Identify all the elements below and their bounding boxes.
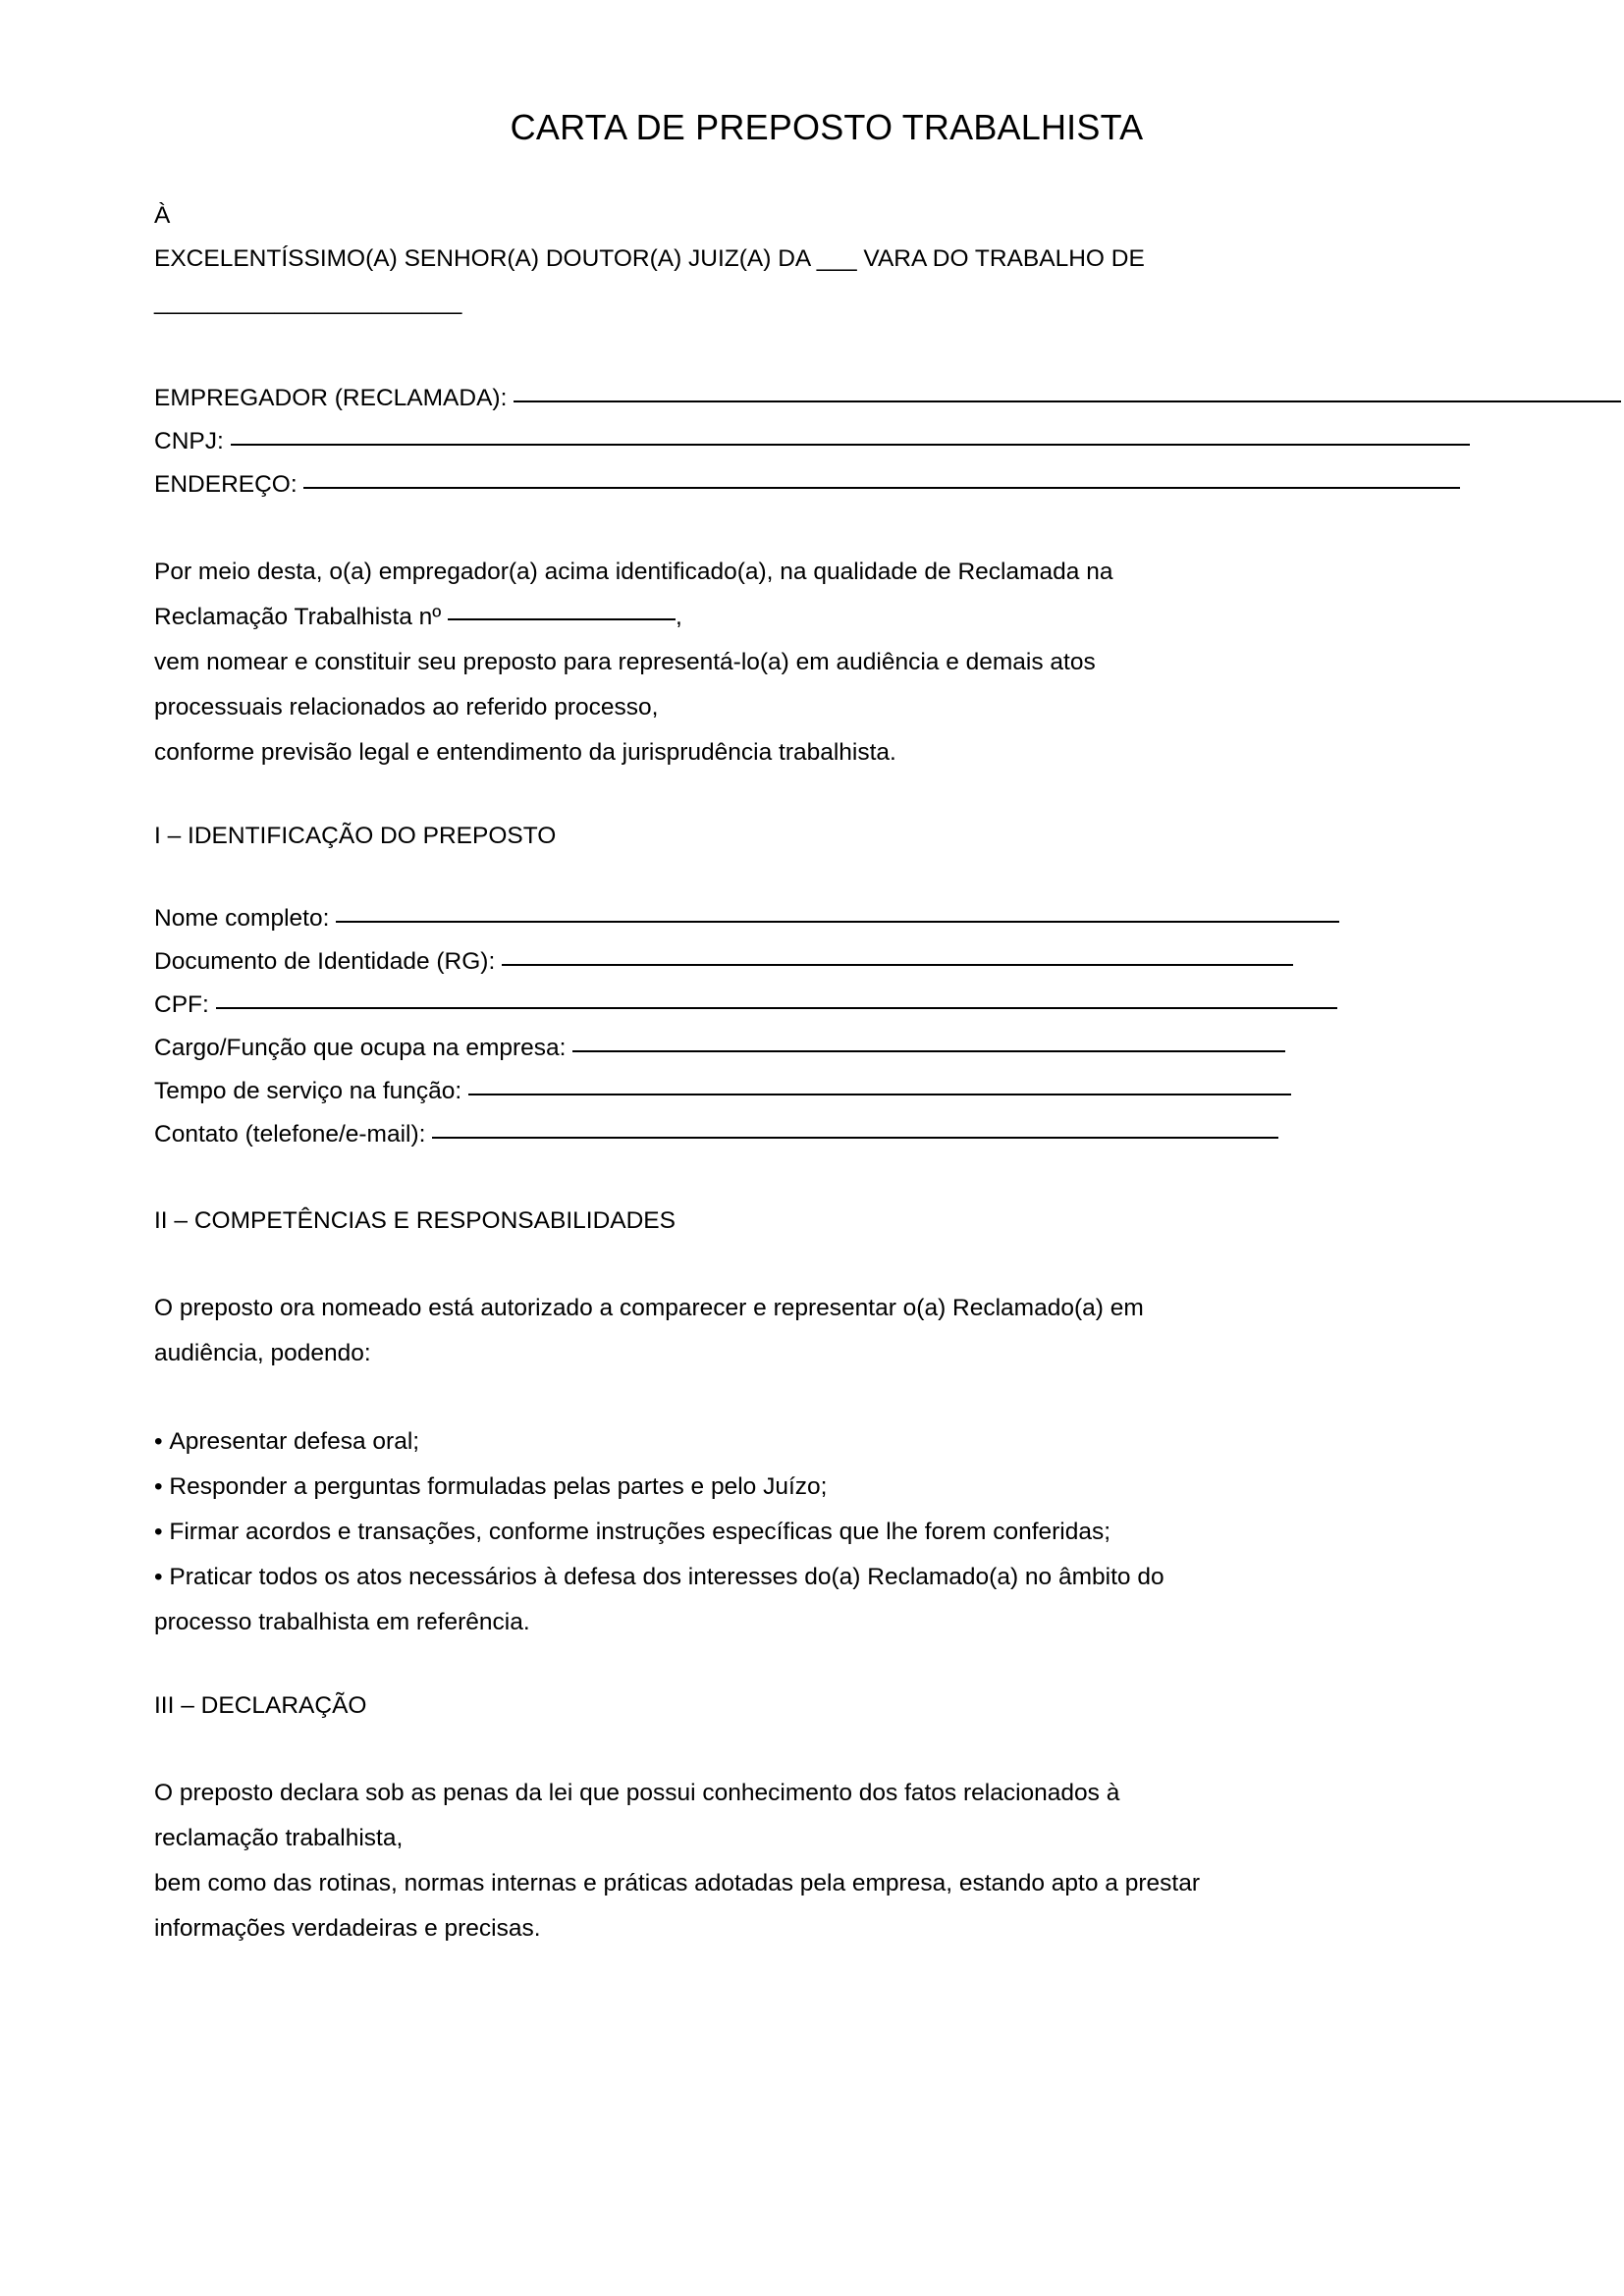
spacer [154, 1156, 1489, 1200]
field-row [154, 420, 1489, 463]
field-blank [468, 1094, 1291, 1095]
section-one-fields [154, 897, 1489, 1156]
declaration-line: reclamação trabalhista, [154, 1824, 404, 1851]
bullet-marker-icon: • [154, 1472, 163, 1500]
declaration-line: informações verdadeiras e precisas. [154, 1914, 541, 1942]
section-two-intro-line: O preposto ora nomeado está autorizado a comparecer e representar o(a) Reclamado(a) em [154, 1294, 1144, 1321]
list-item [154, 1465, 1489, 1510]
intro-line: processuais relacionados ao referido processo, [154, 693, 659, 721]
field-label: Nome completo: [154, 904, 330, 932]
court-line-prefix: EXCELENTÍSSIMO(A) SENHOR(A) DOUTOR(A) JUIZ(A) DA [154, 244, 817, 272]
field-label: Documento de Identidade (RG): [154, 947, 496, 975]
field-blank [572, 1050, 1285, 1052]
section-two-heading: II – COMPETÊNCIAS E RESPONSABILIDADES [154, 1206, 676, 1234]
spacer [154, 1645, 1489, 1684]
declaration-line: bem como das rotinas, normas internas e práticas adotadas pela empresa, estando apto a prestar [154, 1869, 1200, 1896]
field-row [154, 1113, 1489, 1156]
spacer [154, 507, 1489, 550]
field-label: Contato (telefone/e-mail): [154, 1120, 426, 1148]
list-item-label: Apresentar defesa oral; [169, 1427, 420, 1455]
bullet-marker-icon: • [154, 1518, 163, 1545]
court-line-suffix: VARA DO TRABALHO DE [856, 244, 1145, 272]
addressee-salutation: À [154, 201, 171, 229]
intro-line: Por meio desta, o(a) empregador(a) acima identificado(a), na qualidade de Reclamada na [154, 558, 1113, 585]
spacer [154, 1728, 1489, 1771]
list-item-label: Praticar todos os atos necessários à defesa dos interesses do(a) Reclamado(a) no âmbito do [169, 1563, 1164, 1590]
field-blank [231, 444, 1470, 446]
claim-number-blank [448, 618, 676, 620]
section-two-bullet-list [154, 1419, 1489, 1645]
declaration-line: O preposto declara sob as penas da lei que possui conhecimento dos fatos relacionados à [154, 1779, 1120, 1806]
section-two-intro [154, 1286, 1489, 1376]
list-item-label: Firmar acordos e transações, conforme instruções específicas que lhe forem conferidas; [169, 1518, 1111, 1545]
field-blank [432, 1137, 1278, 1139]
field-blank [336, 921, 1339, 923]
list-item [154, 1510, 1489, 1555]
spacer [154, 1243, 1489, 1286]
list-item [154, 1555, 1489, 1600]
field-label: CPF: [154, 990, 209, 1018]
field-label: CNPJ: [154, 427, 224, 454]
field-row [154, 984, 1489, 1027]
court-number-blank: ___ [816, 244, 857, 272]
field-row [154, 463, 1489, 507]
intro-paragraph [154, 550, 1489, 775]
section-two-intro-line: audiência, podendo: [154, 1339, 371, 1366]
field-row [154, 940, 1489, 984]
employer-fields [154, 377, 1489, 507]
claim-line-suffix: , [676, 603, 682, 630]
list-item [154, 1419, 1489, 1465]
spacer [154, 858, 1489, 897]
intro-line: vem nomear e constituir seu preposto para representá-lo(a) em audiência e demais atos [154, 648, 1096, 675]
spacer [154, 324, 1489, 377]
bullet-marker-icon: • [154, 1563, 163, 1590]
claim-line-prefix: Reclamação Trabalhista nº [154, 603, 449, 630]
intro-line: conforme previsão legal e entendimento da jurisprudência trabalhista. [154, 738, 896, 766]
field-label: Tempo de serviço na função: [154, 1077, 462, 1104]
intro-claim-line [154, 595, 1489, 640]
field-row [154, 377, 1489, 420]
field-row [154, 1070, 1489, 1113]
field-blank [514, 400, 1621, 402]
addressee-court-line [154, 238, 1489, 281]
section-three-paragraph [154, 1771, 1489, 1951]
bullet-marker-icon: • [154, 1427, 163, 1455]
section-three-heading: III – DECLARAÇÃO [154, 1691, 367, 1719]
field-row [154, 1027, 1489, 1070]
section-one-heading: I – IDENTIFICAÇÃO DO PREPOSTO [154, 822, 557, 849]
field-blank [303, 487, 1460, 489]
field-blank [216, 1007, 1337, 1009]
spacer [154, 775, 1489, 815]
spacer [154, 147, 1489, 194]
field-label: Cargo/Função que ocupa na empresa: [154, 1034, 567, 1061]
addressee-block [154, 194, 1489, 324]
addressee-city-blank: _______________________ [154, 288, 462, 315]
list-item-label: Responder a perguntas formuladas pelas partes e pelo Juízo; [169, 1472, 828, 1500]
document-content [154, 0, 1489, 1951]
field-label: EMPREGADOR (RECLAMADA): [154, 384, 508, 411]
page-title: CARTA DE PREPOSTO TRABALHISTA [510, 107, 1144, 147]
field-label: ENDEREÇO: [154, 470, 298, 498]
list-item-continuation: processo trabalhista em referência. [154, 1608, 530, 1635]
field-row [154, 897, 1489, 940]
field-blank [502, 964, 1293, 966]
spacer [154, 1376, 1489, 1419]
